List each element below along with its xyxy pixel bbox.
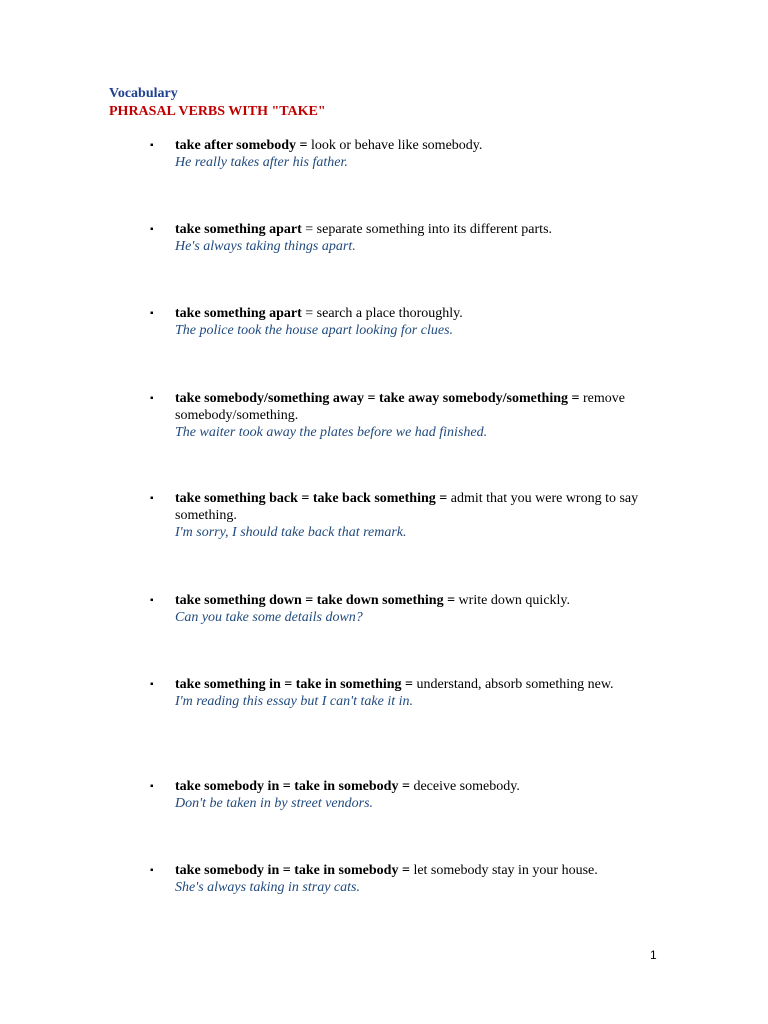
example-sentence: He's always taking things apart. [175,239,356,254]
phrasal-verb-term: take something back = take back something = [175,491,448,506]
phrasal-verb-definition: = search a place thoroughly. [301,306,463,321]
phrasal-verb-term: take somebody in = take in somebody = [175,863,410,878]
phrasal-verb-term: take something apart [175,222,302,237]
bullet-icon: ▪ [150,140,154,151]
list-item [150,778,670,812]
list-item [150,305,670,339]
bullet-icon: ▪ [150,781,154,792]
bullet-icon: ▪ [150,308,154,319]
phrasal-verb-definition: = separate something into its different parts. [301,222,553,237]
phrasal-verb-definition: let somebody stay in your house. [409,863,598,878]
example-sentence: Don't be taken in by street vendors. [175,796,374,811]
phrasal-verb-definition: look or behave like somebody. [307,138,483,153]
bullet-icon: ▪ [150,679,154,690]
example-sentence: I'm sorry, I should take back that remark. [175,525,407,540]
list-item [150,862,670,896]
page-title: PHRASAL VERBS WITH "TAKE" [109,104,326,119]
bullet-icon: ▪ [150,865,154,876]
phrasal-verb-term: take somebody/something away = take away somebody/something = [175,391,580,406]
phrasal-verb-definition: deceive somebody. [409,779,520,794]
example-sentence: He really takes after his father. [175,155,348,170]
section-heading: Vocabulary [109,86,178,101]
bullet-icon: ▪ [150,224,154,235]
bullet-icon: ▪ [150,493,154,504]
example-sentence: I'm reading this essay but I can't take it in. [175,694,413,709]
example-sentence: The waiter took away the plates before we had finished. [175,425,488,440]
phrasal-verb-term: take somebody in = take in somebody = [175,779,410,794]
phrasal-verb-definition: admit that you were wrong to say something. [175,491,639,523]
list-item [150,592,670,626]
phrasal-verb-term: take something apart [175,306,302,321]
phrasal-verb-definition: understand, absorb something new. [413,677,614,692]
list-item [150,490,670,541]
phrasal-verb-term: take something in = take in something = [175,677,414,692]
list-item [150,137,670,171]
example-sentence: She's always taking in stray cats. [175,880,360,895]
example-sentence: The police took the house apart looking for clues. [175,323,454,338]
phrasal-verb-term: take something down = take down something = [175,593,456,608]
phrasal-verb-definition: remove somebody/something. [175,391,625,423]
list-item [150,676,670,710]
example-sentence: Can you take some details down? [175,610,363,625]
list-item [150,221,670,255]
list-item [150,390,670,441]
phrasal-verb-term: take after somebody = [175,138,308,153]
bullet-icon: ▪ [150,595,154,606]
phrasal-verb-definition: write down quickly. [455,593,571,608]
page-number: 1 [650,948,657,962]
bullet-icon: ▪ [150,393,154,404]
